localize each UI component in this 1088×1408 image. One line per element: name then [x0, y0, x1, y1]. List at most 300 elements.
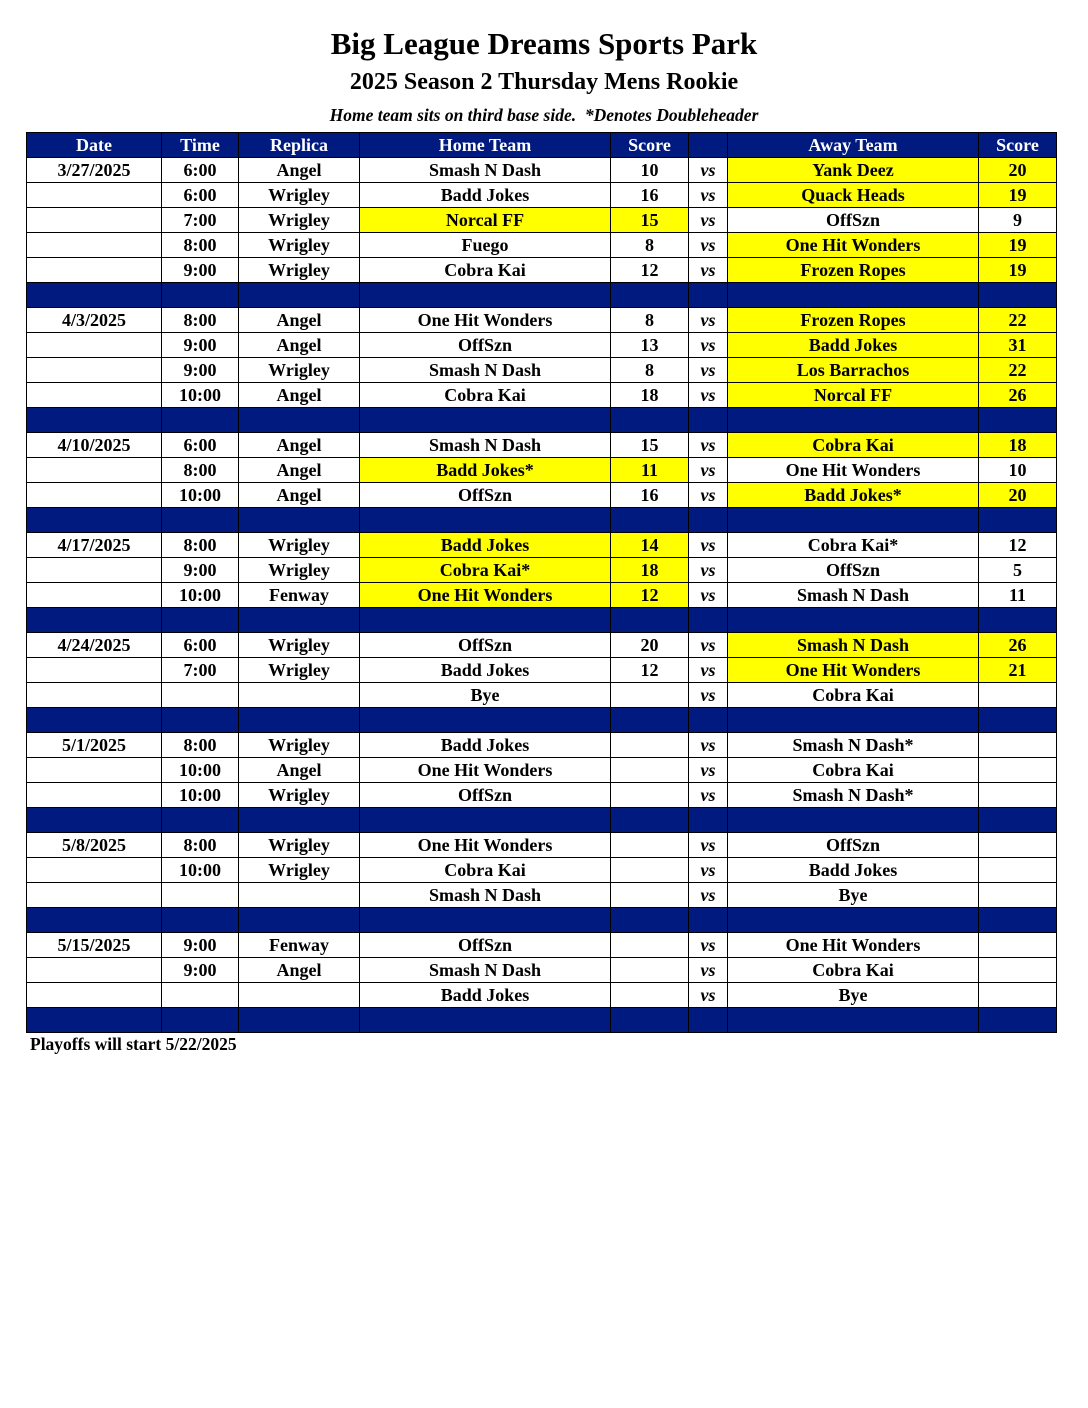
separator-cell	[360, 508, 611, 533]
separator-cell	[979, 808, 1057, 833]
separator-cell	[27, 708, 162, 733]
separator-cell	[239, 1008, 360, 1033]
game-time: 10:00	[162, 583, 239, 608]
separator-cell	[162, 808, 239, 833]
vs-label: vs	[689, 308, 728, 333]
vs-label: vs	[689, 758, 728, 783]
game-time: 9:00	[162, 258, 239, 283]
away-score: 21	[979, 658, 1057, 683]
col-header-away-team: Away Team	[728, 133, 979, 158]
week-separator-row	[27, 608, 1057, 633]
vs-label: vs	[689, 358, 728, 383]
col-header-time: Time	[162, 133, 239, 158]
home-team: Badd Jokes	[360, 983, 611, 1008]
game-date	[27, 383, 162, 408]
col-header-home-score: Score	[611, 133, 689, 158]
home-score	[611, 858, 689, 883]
separator-cell	[611, 283, 689, 308]
separator-cell	[360, 608, 611, 633]
home-score: 15	[611, 208, 689, 233]
game-replica: Angel	[239, 333, 360, 358]
away-score	[979, 833, 1057, 858]
game-replica: Fenway	[239, 583, 360, 608]
home-team: OffSzn	[360, 933, 611, 958]
game-date	[27, 958, 162, 983]
home-score: 15	[611, 433, 689, 458]
col-header-home-team: Home Team	[360, 133, 611, 158]
game-row	[27, 483, 1057, 508]
away-team: Smash N Dash*	[728, 783, 979, 808]
week-separator-row	[27, 808, 1057, 833]
game-time: 8:00	[162, 233, 239, 258]
game-row	[27, 458, 1057, 483]
vs-label: vs	[689, 183, 728, 208]
separator-cell	[689, 808, 728, 833]
game-replica: Angel	[239, 758, 360, 783]
game-replica: Wrigley	[239, 733, 360, 758]
away-team: Cobra Kai	[728, 433, 979, 458]
game-time: 8:00	[162, 833, 239, 858]
home-team: Cobra Kai*	[360, 558, 611, 583]
game-row	[27, 558, 1057, 583]
page-subtitle: 2025 Season 2 Thursday Mens Rookie	[349, 69, 739, 95]
separator-cell	[162, 508, 239, 533]
vs-label: vs	[689, 158, 728, 183]
away-team: OffSzn	[728, 558, 979, 583]
home-team: One Hit Wonders	[360, 833, 611, 858]
home-score: 8	[611, 358, 689, 383]
game-time: 9:00	[162, 958, 239, 983]
away-team: One Hit Wonders	[728, 458, 979, 483]
separator-cell	[162, 283, 239, 308]
week-separator-row	[27, 408, 1057, 433]
away-score: 26	[979, 633, 1057, 658]
game-row	[27, 308, 1057, 333]
separator-cell	[360, 408, 611, 433]
game-row	[27, 633, 1057, 658]
away-score	[979, 958, 1057, 983]
header-note: Home team sits on third base side. *Denotes Doubleheader	[329, 105, 759, 125]
game-row	[27, 258, 1057, 283]
away-team: Smash N Dash	[728, 583, 979, 608]
game-time: 6:00	[162, 433, 239, 458]
game-date	[27, 883, 162, 908]
away-team: Cobra Kai	[728, 758, 979, 783]
home-score	[611, 783, 689, 808]
week-separator-row	[27, 508, 1057, 533]
home-score: 16	[611, 183, 689, 208]
game-time: 10:00	[162, 783, 239, 808]
separator-cell	[689, 708, 728, 733]
col-header-date: Date	[27, 133, 162, 158]
separator-cell	[728, 1008, 979, 1033]
game-time: 7:00	[162, 658, 239, 683]
separator-cell	[360, 283, 611, 308]
game-replica	[239, 983, 360, 1008]
separator-cell	[979, 283, 1057, 308]
week-separator-row	[27, 908, 1057, 933]
away-team: Los Barrachos	[728, 358, 979, 383]
vs-label: vs	[689, 583, 728, 608]
game-row	[27, 883, 1057, 908]
home-team: Badd Jokes	[360, 733, 611, 758]
game-row	[27, 583, 1057, 608]
game-replica: Angel	[239, 958, 360, 983]
separator-cell	[689, 408, 728, 433]
away-team: Yank Deez	[728, 158, 979, 183]
vs-label: vs	[689, 483, 728, 508]
away-score: 18	[979, 433, 1057, 458]
game-replica: Angel	[239, 458, 360, 483]
vs-label: vs	[689, 208, 728, 233]
game-time: 9:00	[162, 558, 239, 583]
game-time: 10:00	[162, 483, 239, 508]
game-time: 7:00	[162, 208, 239, 233]
vs-label: vs	[689, 558, 728, 583]
game-date	[27, 658, 162, 683]
game-row	[27, 683, 1057, 708]
home-score: 13	[611, 333, 689, 358]
game-row	[27, 733, 1057, 758]
away-team: Cobra Kai*	[728, 533, 979, 558]
game-date: 4/17/2025	[27, 533, 162, 558]
vs-label: vs	[689, 658, 728, 683]
vs-label: vs	[689, 533, 728, 558]
game-row	[27, 333, 1057, 358]
vs-label: vs	[689, 833, 728, 858]
away-team: Smash N Dash*	[728, 733, 979, 758]
vs-label: vs	[689, 383, 728, 408]
game-replica: Angel	[239, 308, 360, 333]
separator-cell	[162, 1008, 239, 1033]
home-team: Cobra Kai	[360, 258, 611, 283]
separator-cell	[979, 708, 1057, 733]
game-date	[27, 183, 162, 208]
vs-label: vs	[689, 683, 728, 708]
vs-label: vs	[689, 883, 728, 908]
game-date	[27, 233, 162, 258]
home-team: Badd Jokes*	[360, 458, 611, 483]
game-replica: Wrigley	[239, 358, 360, 383]
game-date: 3/27/2025	[27, 158, 162, 183]
game-time: 9:00	[162, 933, 239, 958]
away-score	[979, 983, 1057, 1008]
away-score	[979, 758, 1057, 783]
separator-cell	[689, 508, 728, 533]
home-score: 12	[611, 258, 689, 283]
away-team: Quack Heads	[728, 183, 979, 208]
separator-cell	[27, 408, 162, 433]
away-score: 22	[979, 358, 1057, 383]
vs-label: vs	[689, 333, 728, 358]
game-time: 8:00	[162, 533, 239, 558]
away-score: 20	[979, 483, 1057, 508]
game-row	[27, 958, 1057, 983]
separator-cell	[360, 1008, 611, 1033]
week-separator-row	[27, 283, 1057, 308]
vs-label: vs	[689, 633, 728, 658]
home-score: 12	[611, 583, 689, 608]
game-replica: Wrigley	[239, 633, 360, 658]
col-header-vs	[689, 133, 728, 158]
game-replica	[239, 683, 360, 708]
vs-label: vs	[689, 958, 728, 983]
home-team: Norcal FF	[360, 208, 611, 233]
col-header-away-score: Score	[979, 133, 1057, 158]
home-team: Smash N Dash	[360, 433, 611, 458]
away-team: OffSzn	[728, 208, 979, 233]
home-score: 8	[611, 233, 689, 258]
game-replica: Wrigley	[239, 233, 360, 258]
home-score	[611, 933, 689, 958]
away-score	[979, 683, 1057, 708]
home-score	[611, 683, 689, 708]
vs-label: vs	[689, 733, 728, 758]
separator-cell	[728, 408, 979, 433]
home-score	[611, 958, 689, 983]
game-time: 9:00	[162, 333, 239, 358]
game-date	[27, 683, 162, 708]
away-team: Frozen Ropes	[728, 308, 979, 333]
away-score	[979, 733, 1057, 758]
game-date	[27, 358, 162, 383]
game-date	[27, 983, 162, 1008]
game-time: 8:00	[162, 458, 239, 483]
away-team: OffSzn	[728, 833, 979, 858]
separator-cell	[239, 283, 360, 308]
home-score: 11	[611, 458, 689, 483]
away-score	[979, 933, 1057, 958]
away-team: One Hit Wonders	[728, 933, 979, 958]
game-date	[27, 558, 162, 583]
separator-cell	[27, 508, 162, 533]
game-date	[27, 858, 162, 883]
separator-cell	[728, 708, 979, 733]
game-row	[27, 158, 1057, 183]
game-replica: Wrigley	[239, 258, 360, 283]
home-team: Badd Jokes	[360, 183, 611, 208]
away-score: 31	[979, 333, 1057, 358]
game-row	[27, 383, 1057, 408]
schedule-body	[27, 158, 1057, 1033]
separator-cell	[162, 708, 239, 733]
vs-label: vs	[689, 458, 728, 483]
separator-cell	[979, 508, 1057, 533]
game-time: 9:00	[162, 358, 239, 383]
home-score	[611, 983, 689, 1008]
separator-cell	[728, 608, 979, 633]
separator-cell	[611, 708, 689, 733]
separator-cell	[611, 608, 689, 633]
away-score: 20	[979, 158, 1057, 183]
week-separator-row	[27, 708, 1057, 733]
game-row	[27, 658, 1057, 683]
game-time: 10:00	[162, 383, 239, 408]
home-team: Badd Jokes	[360, 533, 611, 558]
home-team: Cobra Kai	[360, 383, 611, 408]
away-score	[979, 883, 1057, 908]
home-score	[611, 883, 689, 908]
game-replica	[239, 883, 360, 908]
away-team: One Hit Wonders	[728, 658, 979, 683]
home-score: 18	[611, 558, 689, 583]
game-replica: Wrigley	[239, 533, 360, 558]
separator-cell	[162, 408, 239, 433]
separator-cell	[239, 408, 360, 433]
game-date: 5/1/2025	[27, 733, 162, 758]
home-team: OffSzn	[360, 783, 611, 808]
game-replica: Wrigley	[239, 208, 360, 233]
separator-cell	[239, 508, 360, 533]
home-score: 16	[611, 483, 689, 508]
separator-cell	[239, 608, 360, 633]
game-row	[27, 358, 1057, 383]
vs-label: vs	[689, 783, 728, 808]
away-score: 19	[979, 258, 1057, 283]
away-team: Smash N Dash	[728, 633, 979, 658]
game-row	[27, 983, 1057, 1008]
separator-cell	[728, 908, 979, 933]
game-replica: Wrigley	[239, 833, 360, 858]
game-time	[162, 883, 239, 908]
separator-cell	[27, 808, 162, 833]
game-time: 6:00	[162, 633, 239, 658]
home-team: Fuego	[360, 233, 611, 258]
game-date: 4/24/2025	[27, 633, 162, 658]
away-score: 5	[979, 558, 1057, 583]
schedule-table	[26, 132, 1057, 1033]
col-header-replica: Replica	[239, 133, 360, 158]
game-row	[27, 183, 1057, 208]
game-row	[27, 758, 1057, 783]
home-team: OffSzn	[360, 633, 611, 658]
separator-cell	[162, 908, 239, 933]
header-row	[27, 133, 1057, 158]
separator-cell	[611, 1008, 689, 1033]
game-time: 6:00	[162, 158, 239, 183]
home-team: Smash N Dash	[360, 958, 611, 983]
separator-cell	[27, 908, 162, 933]
separator-cell	[979, 1008, 1057, 1033]
game-replica: Wrigley	[239, 783, 360, 808]
away-team: Frozen Ropes	[728, 258, 979, 283]
away-score: 12	[979, 533, 1057, 558]
away-score	[979, 858, 1057, 883]
separator-cell	[611, 808, 689, 833]
separator-cell	[239, 808, 360, 833]
vs-label: vs	[689, 983, 728, 1008]
game-time: 8:00	[162, 308, 239, 333]
game-row	[27, 233, 1057, 258]
separator-cell	[27, 608, 162, 633]
separator-cell	[611, 508, 689, 533]
game-date	[27, 583, 162, 608]
game-date: 5/15/2025	[27, 933, 162, 958]
vs-label: vs	[689, 933, 728, 958]
away-team: Bye	[728, 983, 979, 1008]
game-row	[27, 858, 1057, 883]
away-score: 19	[979, 233, 1057, 258]
home-score: 12	[611, 658, 689, 683]
separator-cell	[689, 283, 728, 308]
game-row	[27, 208, 1057, 233]
game-time: 8:00	[162, 733, 239, 758]
separator-cell	[689, 1008, 728, 1033]
game-date	[27, 758, 162, 783]
game-time: 10:00	[162, 758, 239, 783]
away-team: Bye	[728, 883, 979, 908]
separator-cell	[360, 808, 611, 833]
game-replica: Fenway	[239, 933, 360, 958]
game-replica: Wrigley	[239, 658, 360, 683]
separator-cell	[239, 708, 360, 733]
playoffs-note: Playoffs will start 5/22/2025	[30, 1034, 237, 1054]
game-date	[27, 458, 162, 483]
game-time: 10:00	[162, 858, 239, 883]
game-time: 6:00	[162, 183, 239, 208]
game-replica: Angel	[239, 433, 360, 458]
away-score: 10	[979, 458, 1057, 483]
separator-cell	[728, 508, 979, 533]
separator-cell	[611, 908, 689, 933]
game-date	[27, 483, 162, 508]
home-score: 14	[611, 533, 689, 558]
game-date: 4/10/2025	[27, 433, 162, 458]
separator-cell	[27, 1008, 162, 1033]
game-time	[162, 983, 239, 1008]
separator-cell	[611, 408, 689, 433]
game-replica: Angel	[239, 383, 360, 408]
away-team: Badd Jokes*	[728, 483, 979, 508]
home-score: 20	[611, 633, 689, 658]
separator-cell	[979, 908, 1057, 933]
game-date	[27, 333, 162, 358]
separator-cell	[162, 608, 239, 633]
game-date: 4/3/2025	[27, 308, 162, 333]
home-team: Cobra Kai	[360, 858, 611, 883]
vs-label: vs	[689, 433, 728, 458]
away-team: One Hit Wonders	[728, 233, 979, 258]
game-replica: Angel	[239, 158, 360, 183]
separator-cell	[689, 608, 728, 633]
home-team: OffSzn	[360, 483, 611, 508]
away-score: 19	[979, 183, 1057, 208]
home-score: 18	[611, 383, 689, 408]
home-team: One Hit Wonders	[360, 583, 611, 608]
away-score: 9	[979, 208, 1057, 233]
game-replica: Wrigley	[239, 558, 360, 583]
vs-label: vs	[689, 258, 728, 283]
home-team: Smash N Dash	[360, 158, 611, 183]
separator-cell	[979, 608, 1057, 633]
away-team: Badd Jokes	[728, 333, 979, 358]
away-score	[979, 783, 1057, 808]
page-title: Big League Dreams Sports Park	[330, 26, 758, 61]
game-time	[162, 683, 239, 708]
vs-label: vs	[689, 233, 728, 258]
game-replica: Wrigley	[239, 858, 360, 883]
separator-cell	[728, 283, 979, 308]
separator-cell	[689, 908, 728, 933]
home-score	[611, 758, 689, 783]
home-score	[611, 733, 689, 758]
home-team: Smash N Dash	[360, 883, 611, 908]
game-row	[27, 433, 1057, 458]
vs-label: vs	[689, 858, 728, 883]
separator-cell	[27, 283, 162, 308]
game-date	[27, 208, 162, 233]
separator-cell	[728, 808, 979, 833]
